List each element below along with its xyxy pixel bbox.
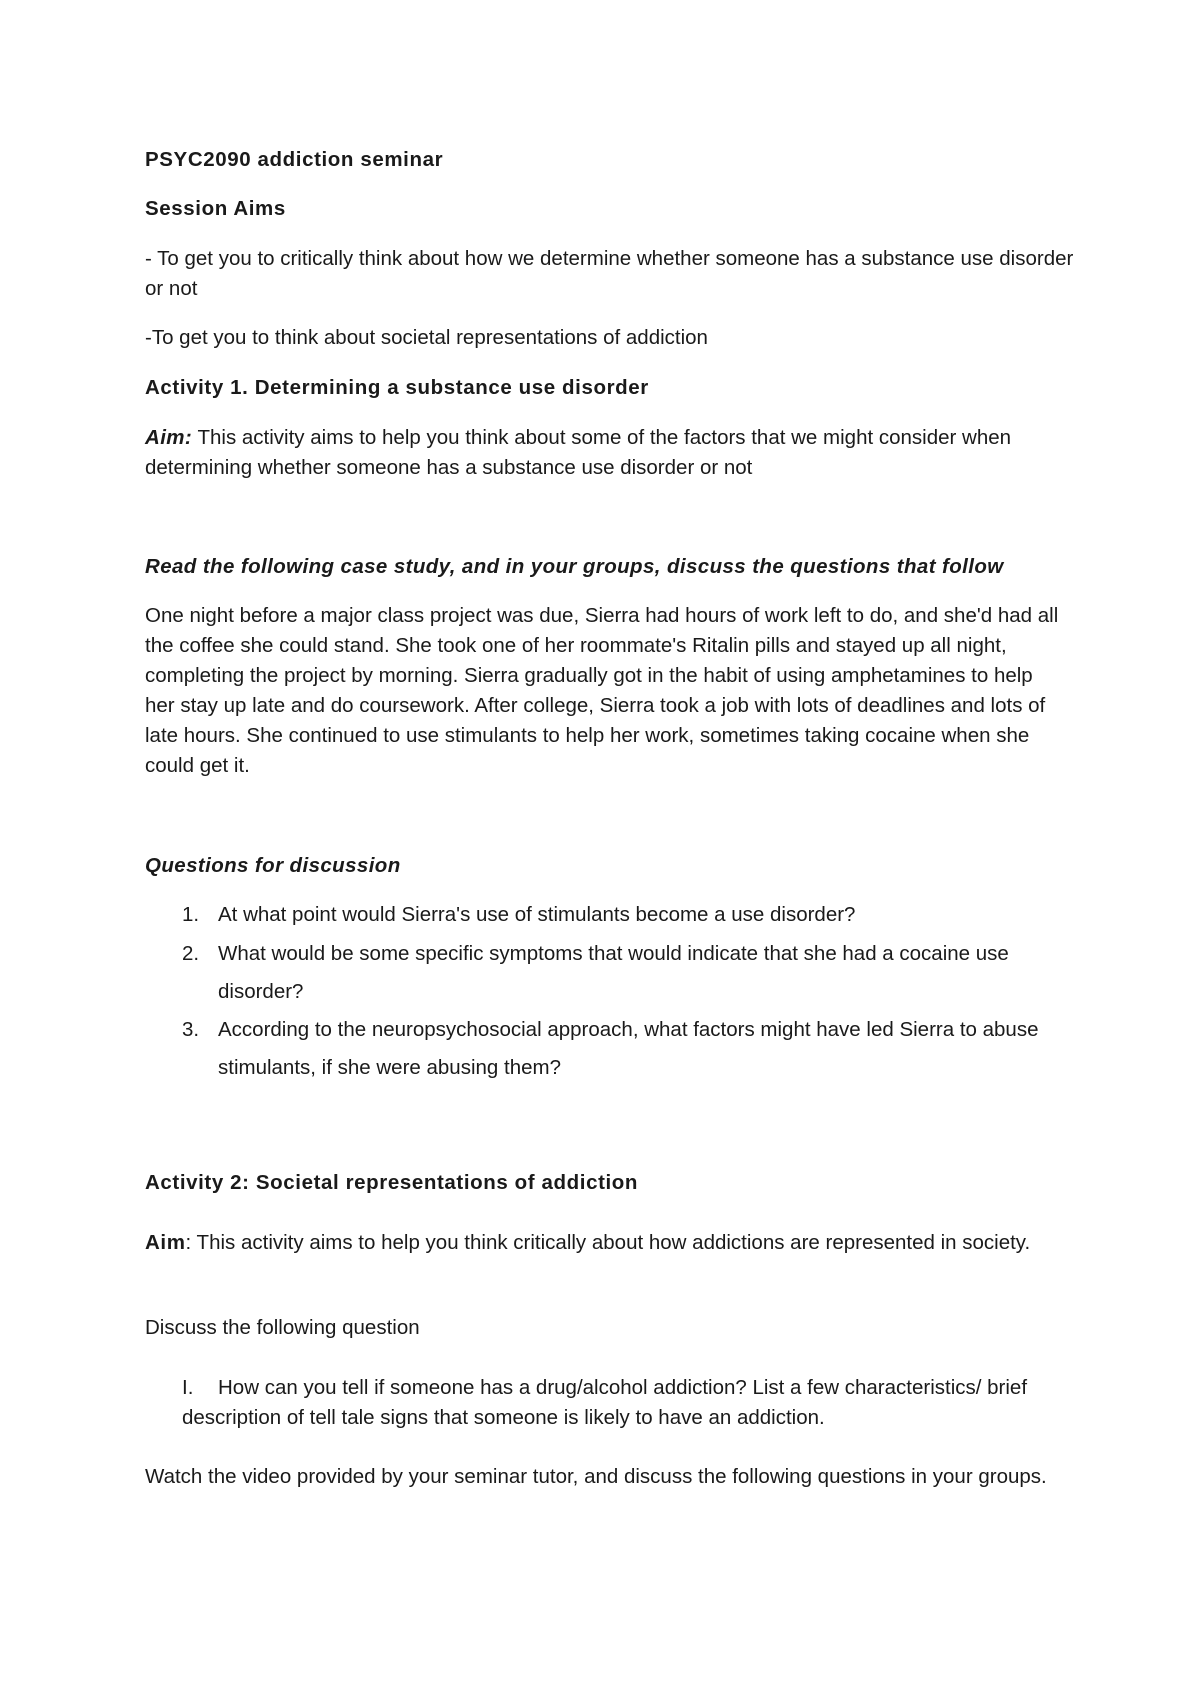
document-title: PSYC2090 addiction seminar	[145, 148, 444, 171]
activity2-heading: Activity 2: Societal representations of addiction	[145, 1171, 639, 1194]
session-aim-item-2: -To get you to think about societal representations of addiction	[145, 326, 708, 349]
activity2-aim-label: Aim	[145, 1231, 186, 1254]
case-study-text: One night before a major class project was due, Sierra had hours of work left to do, and she'd had all the coffee she could stand. She took one of her roommate's Ritalin pills and stayed up all night, completing the project by morning. Sierra gradually got in the habit of using amphetamines to help her stay up late and do coursework. After college, Sierra took a job with lots of deadlines and lots of late hours. She continued to use stimulants to help her work, sometimes taking cocaine when she could get it.	[145, 604, 1059, 777]
question-text: What would be some specific symptoms that would indicate that she had a cocaine use disorder?	[218, 942, 1009, 1003]
activity1-aim-text: This activity aims to help you think about some of the factors that we might consider when determining whether someone has a substance use disorder or not	[145, 426, 1012, 479]
activity1-instruction: Read the following case study, and in your groups, discuss the questions that follow	[145, 555, 1004, 578]
activity1-aim	[145, 423, 1075, 483]
question-number: 3.	[182, 1018, 200, 1041]
question-text: How can you tell if someone has a drug/alcohol addiction? List a few characteristics/ brief description of tell tale signs that someone is likely to have an addiction.	[182, 1376, 1028, 1429]
question-number: I.	[182, 1376, 194, 1399]
question-text: At what point would Sierra's use of stimulants become a use disorder?	[218, 903, 856, 926]
video-instruction: Watch the video provided by your seminar tutor, and discuss the following questions in your groups.	[145, 1465, 1047, 1488]
question-number: 1.	[182, 903, 200, 926]
activity2-aim-text: : This activity aims to help you think critically about how addictions are represented in society.	[185, 1231, 1031, 1254]
activity2-aim	[145, 1228, 1075, 1258]
discuss-intro: Discuss the following question	[145, 1316, 420, 1339]
activity1-aim-label: Aim:	[145, 426, 193, 449]
activity1-heading: Activity 1. Determining a substance use disorder	[145, 376, 649, 399]
questions-heading: Questions for discussion	[145, 854, 401, 877]
session-aim-item-1: - To get you to critically think about how we determine whether someone has a substance use disorder or not	[145, 247, 1074, 300]
question-text: According to the neuropsychosocial approach, what factors might have led Sierra to abuse stimulants, if she were abusing them?	[218, 1018, 1039, 1079]
question-number: 2.	[182, 942, 200, 965]
session-aims-heading: Session Aims	[145, 197, 286, 220]
question-item	[145, 1373, 1075, 1433]
